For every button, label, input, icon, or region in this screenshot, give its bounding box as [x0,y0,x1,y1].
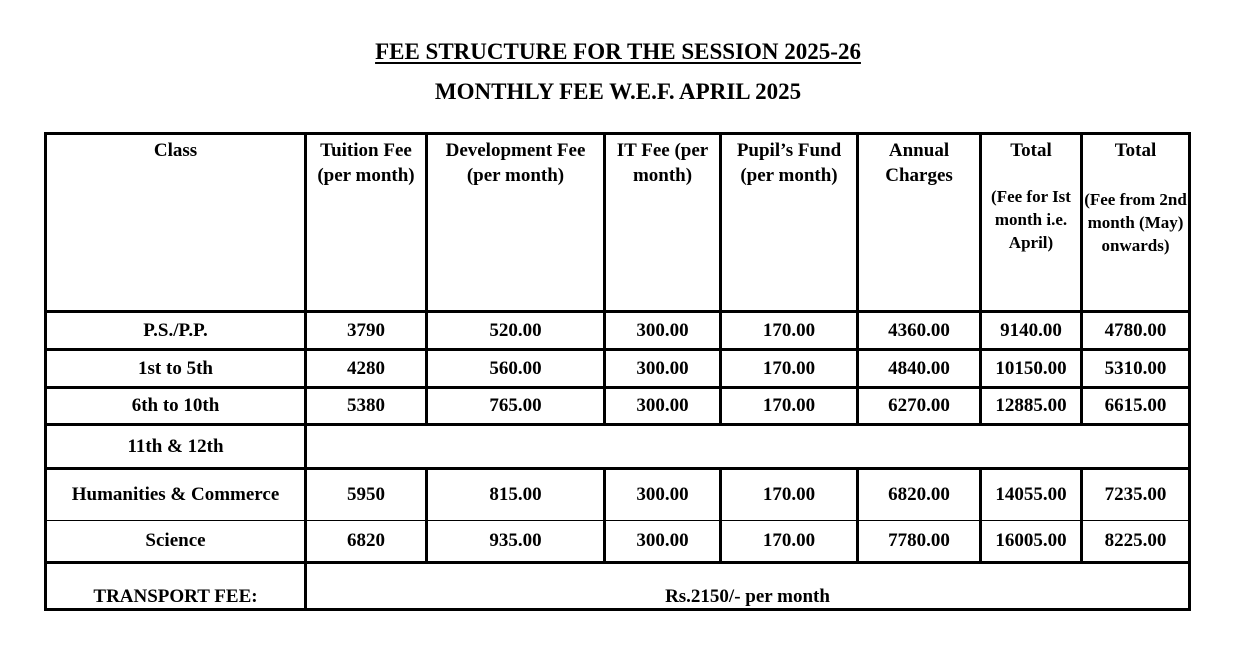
cell-it: 300.00 [605,521,721,563]
cell-development: 765.00 [427,388,605,425]
cell-total-first: 10150.00 [981,350,1082,388]
cell-annual: 4840.00 [858,350,981,388]
col-header-total-first: Total (Fee for Ist month i.e. April) [981,134,1082,312]
cell-tuition: 3790 [306,312,427,350]
cell-pupils-fund: 170.00 [721,521,858,563]
cell-class: Science [46,521,306,563]
cell-pupils-fund: 170.00 [721,388,858,425]
cell-pupils-fund: 170.00 [721,469,858,521]
transport-value: Rs.2150/- per month [306,563,1190,610]
page-title-text: FEE STRUCTURE FOR THE SESSION 2025-26 [375,39,861,64]
cell-total-rest: 5310.00 [1082,350,1190,388]
cell-annual: 4360.00 [858,312,981,350]
cell-total-rest: 4780.00 [1082,312,1190,350]
cell-annual: 7780.00 [858,521,981,563]
cell-it: 300.00 [605,388,721,425]
cell-annual: 6270.00 [858,388,981,425]
col-header-development: Development Fee (per month) [427,134,605,312]
col-header-class: Class [46,134,306,312]
cell-development: 520.00 [427,312,605,350]
cell-tuition: 5380 [306,388,427,425]
cell-class: 1st to 5th [46,350,306,388]
col-header-total-rest-note: (Fee from 2nd month (May) onwards) [1084,190,1187,255]
cell-it: 300.00 [605,350,721,388]
table-row [46,521,1190,563]
cell-development: 560.00 [427,350,605,388]
cell-total-first: 9140.00 [981,312,1082,350]
group-row [46,425,1190,469]
cell-class: 6th to 10th [46,388,306,425]
col-header-annual: Annual Charges [858,134,981,312]
transport-label: TRANSPORT FEE: [46,563,306,610]
col-header-it: IT Fee (per month) [605,134,721,312]
fee-table [44,132,1191,611]
group-label: 11th & 12th [46,425,306,469]
cell-pupils-fund: 170.00 [721,350,858,388]
cell-total-rest: 6615.00 [1082,388,1190,425]
cell-total-rest: 7235.00 [1082,469,1190,521]
cell-it: 300.00 [605,312,721,350]
group-empty-cell [306,425,1190,469]
cell-total-first: 16005.00 [981,521,1082,563]
cell-total-first: 12885.00 [981,388,1082,425]
page-subtitle: MONTHLY FEE W.E.F. APRIL 2025 [434,79,802,104]
col-header-pupils-fund: Pupil’s Fund (per month) [721,134,858,312]
page-title [0,38,1236,66]
cell-it: 300.00 [605,469,721,521]
cell-class: Humanities & Commerce [46,469,306,521]
cell-class: P.S./P.P. [46,312,306,350]
table-row [46,469,1190,521]
col-header-tuition: Tuition Fee (per month) [306,134,427,312]
table-row [46,350,1190,388]
cell-total-first: 14055.00 [981,469,1082,521]
cell-tuition: 5950 [306,469,427,521]
transport-row [46,563,1190,610]
cell-total-rest: 8225.00 [1082,521,1190,563]
cell-pupils-fund: 170.00 [721,312,858,350]
cell-tuition: 6820 [306,521,427,563]
cell-tuition: 4280 [306,350,427,388]
col-header-total-first-note: (Fee for Ist month i.e. April) [991,187,1071,252]
header-row [46,134,1190,312]
cell-development: 935.00 [427,521,605,563]
table-row [46,312,1190,350]
table-row [46,388,1190,425]
col-header-total-rest: Total (Fee from 2nd month (May) onwards) [1082,134,1190,312]
cell-annual: 6820.00 [858,469,981,521]
cell-development: 815.00 [427,469,605,521]
